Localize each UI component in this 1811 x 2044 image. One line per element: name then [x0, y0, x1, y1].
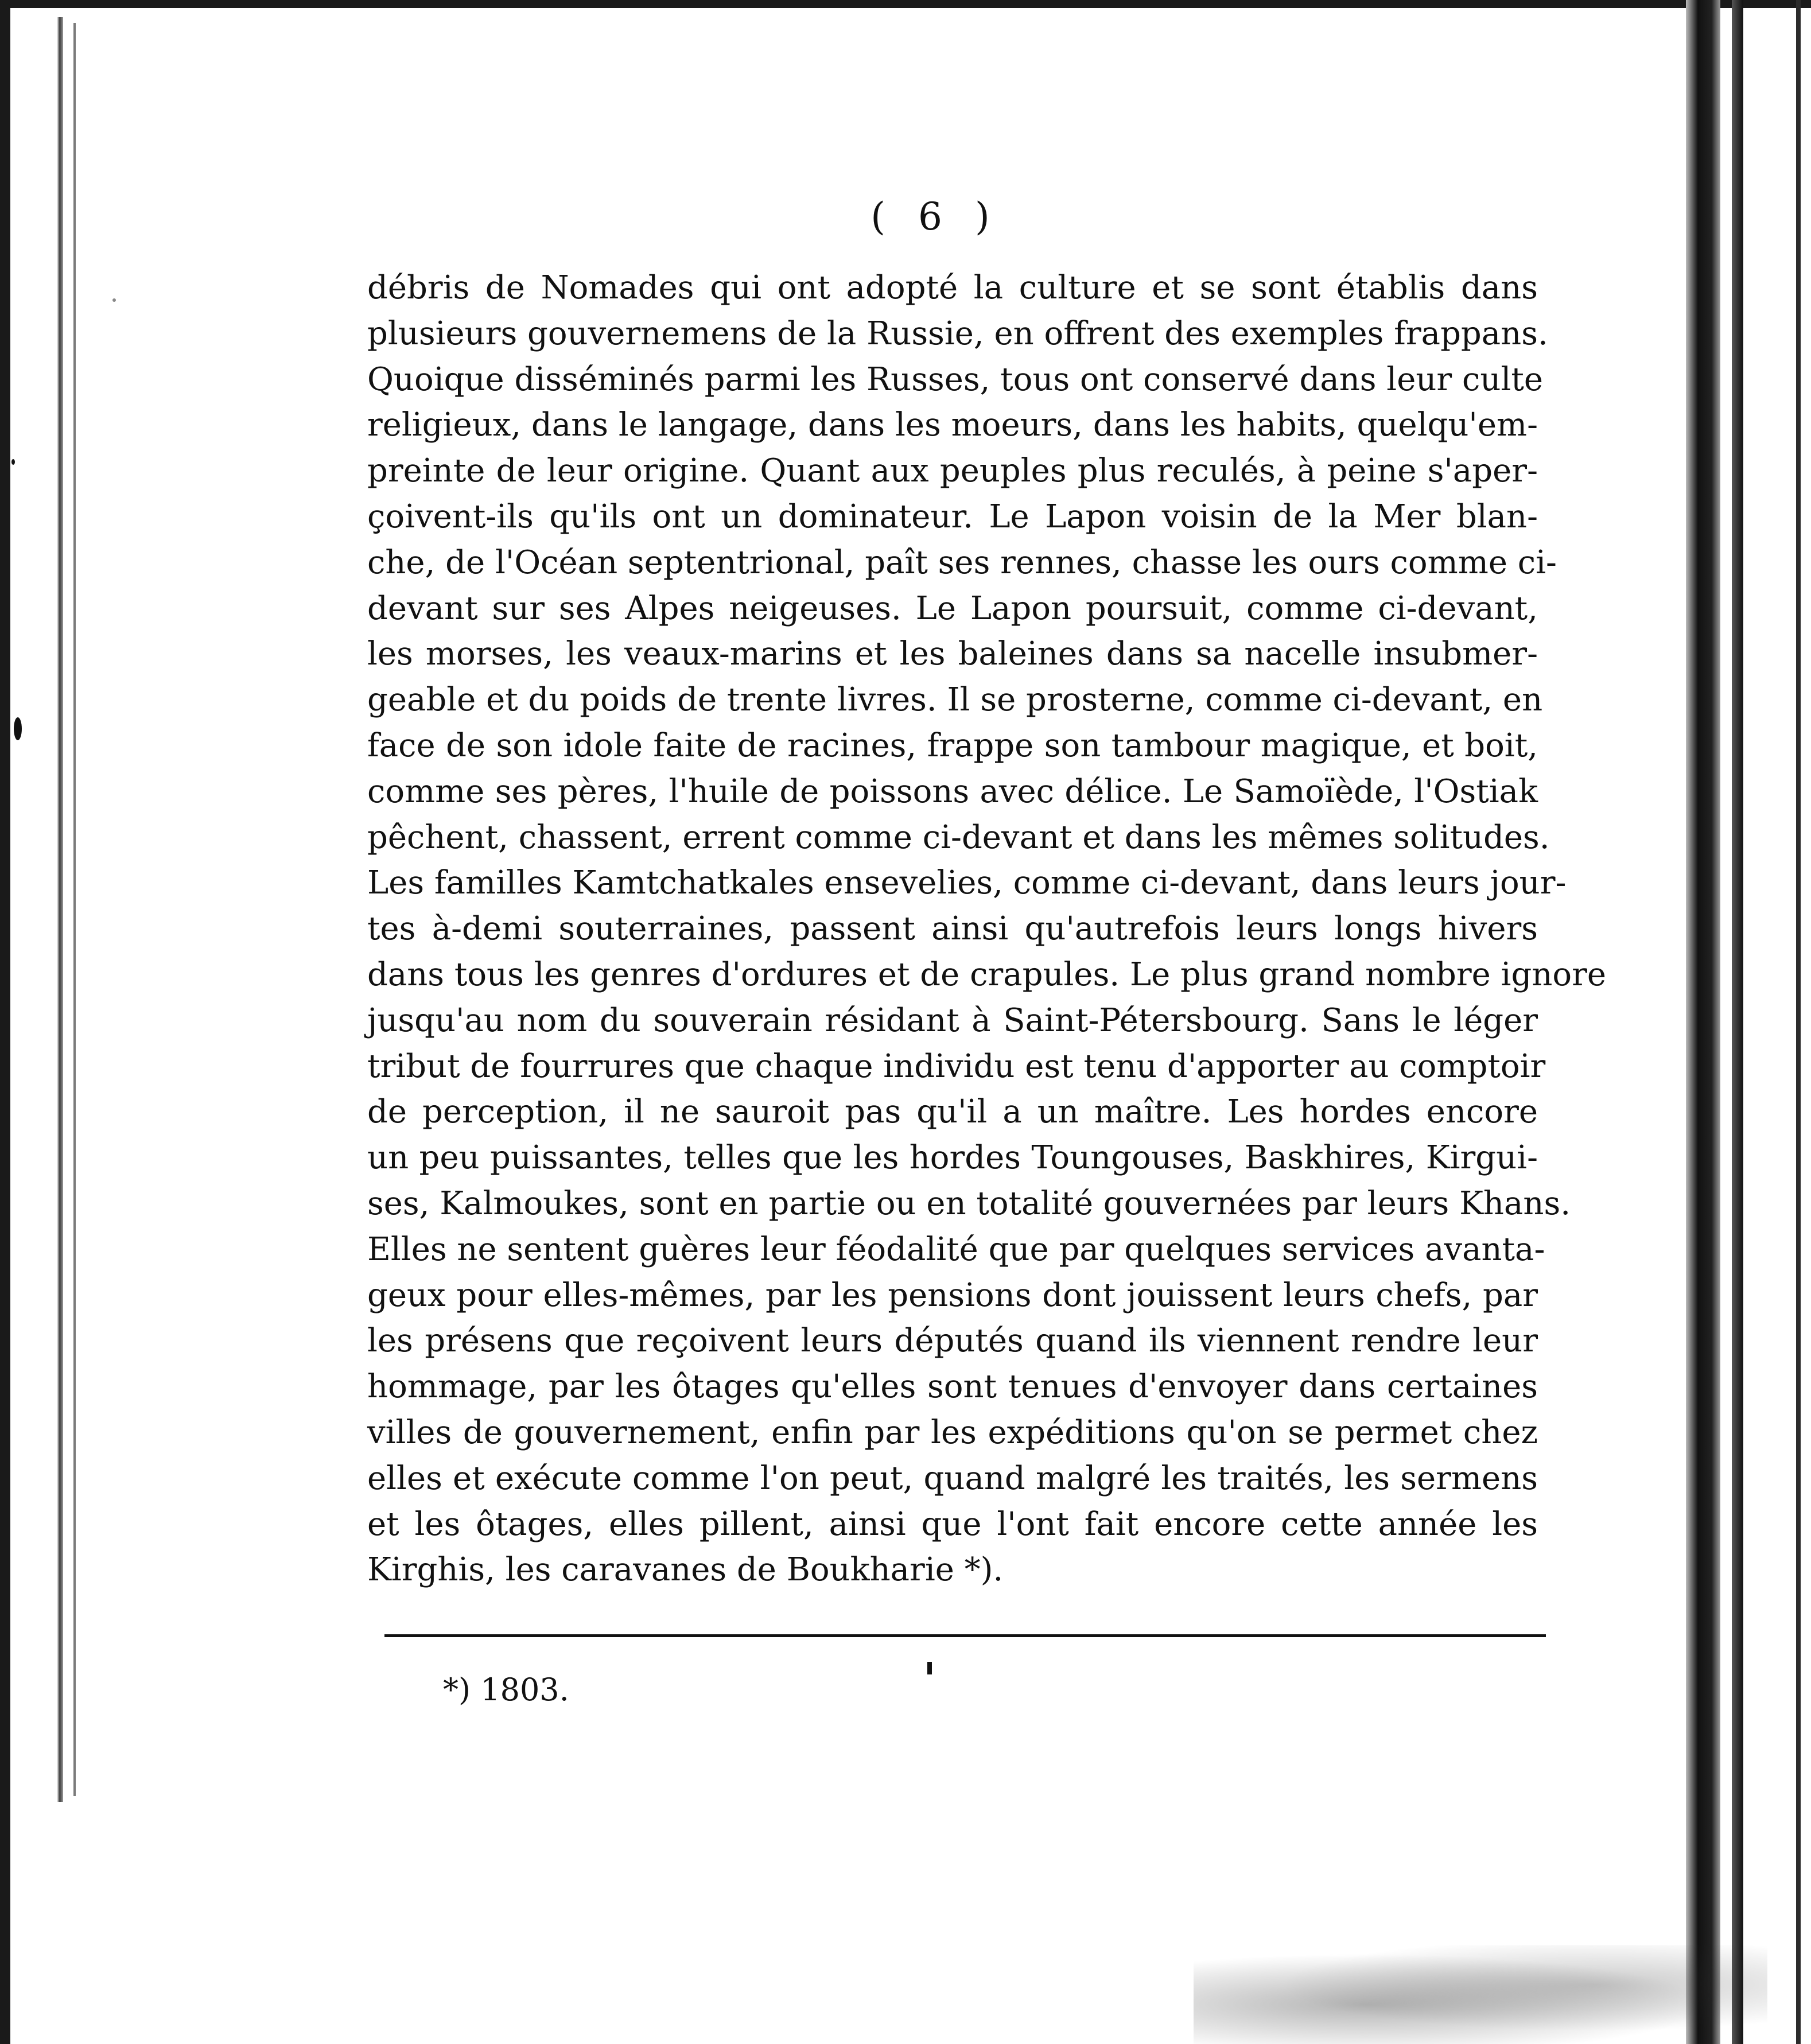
scan-bottom-noise	[1194, 1945, 1767, 2044]
text-line: geable et du poids de trente livres. Il se prosterne, comme ci-devant, en	[367, 681, 1543, 719]
scan-speck	[11, 459, 15, 465]
text-line: pêchent, chassent, errent comme ci-devant et dans les mêmes solitudes.	[367, 818, 1550, 856]
text-line: Kirghis, les caravanes de Boukharie *).	[367, 1551, 1004, 1589]
scan-right-border	[1796, 0, 1801, 2044]
text-line: face de son idole faite de racines, frappe son tambour magique, et boit,	[367, 726, 1538, 764]
text-line: de perception, il ne sauroit pas qu'il a un maître. Les hordes encore	[367, 1093, 1538, 1131]
scan-speck	[927, 1662, 932, 1674]
text-line: débris de Nomades qui ont adopté la culture et se sont établis dans	[367, 269, 1538, 306]
text-line: plusieurs gouvernemens de la Russie, en offrent des exemples frappans.	[367, 314, 1548, 352]
text-line: tes à-demi souterraines, passent ainsi qu'autrefois leurs longs hivers	[367, 910, 1538, 948]
book-binding-shadow	[1686, 0, 1720, 2044]
text-line: un peu puissantes, telles que les hordes Toungouses, Baskhires, Kirgui-	[367, 1139, 1538, 1177]
text-line: religieux, dans le langage, dans les moeurs, dans les habits, quelqu'em-	[367, 406, 1538, 444]
scan-speck	[14, 717, 22, 740]
scan-left-border	[0, 0, 10, 2044]
text-line: elles et exécute comme l'on peut, quand malgré les traités, les sermens	[367, 1459, 1538, 1497]
footnote: *) 1803.	[443, 1672, 569, 1708]
text-line: et les ôtages, elles pillent, ainsi que l'ont fait encore cette année les	[367, 1505, 1538, 1543]
text-line: Quoique disséminés parmi les Russes, tous ont conservé dans leur culte	[367, 360, 1543, 398]
text-line: tribut de fourrures que chaque individu est tenu d'apporter au comptoir	[367, 1047, 1546, 1085]
book-binding-gutter	[1732, 0, 1743, 2044]
text-line: comme ses pères, l'huile de poissons avec délice. Le Samoïède, l'Ostiak	[367, 772, 1538, 810]
scan-top-border	[0, 0, 1811, 8]
body-text	[367, 265, 1607, 1593]
text-line: ses, Kalmoukes, sont en partie ou en totalité gouvernées par leurs Khans.	[367, 1184, 1571, 1222]
text-line: hommage, par les ôtages qu'elles sont tenues d'envoyer dans certaines	[367, 1368, 1538, 1406]
page-left-edge-inner	[73, 23, 76, 1796]
text-line: Les familles Kamtchatkales ensevelies, comme ci-devant, dans leurs jour-	[367, 864, 1567, 902]
text-line: jusqu'au nom du souverain résidant à Saint-Pétersbourg. Sans le léger	[367, 1001, 1538, 1039]
text-line: geux pour elles-mêmes, par les pensions dont jouissent leurs chefs, par	[367, 1276, 1538, 1314]
text-line: les morses, les veaux-marins et les baleines dans sa nacelle insubmer-	[367, 635, 1538, 673]
text-line: les présens que reçoivent leurs députés quand ils viennent rendre leur	[367, 1322, 1538, 1360]
text-line: preinte de leur origine. Quant aux peuples plus reculés, à peine s'aper-	[367, 452, 1538, 490]
page-left-edge	[57, 17, 63, 1802]
text-line: devant sur ses Alpes neigeuses. Le Lapon poursuit, comme ci-devant,	[367, 589, 1538, 627]
text-line: villes de gouvernement, enfin par les expéditions qu'on se permet chez	[367, 1413, 1538, 1451]
scan-speck	[112, 298, 116, 302]
page-number: ( 6 )	[870, 195, 1000, 239]
footnote-divider	[384, 1634, 1546, 1637]
text-line: dans tous les genres d'ordures et de crapules. Le plus grand nombre ignore	[367, 955, 1607, 993]
text-line: çoivent-ils qu'ils ont un dominateur. Le Lapon voisin de la Mer blan-	[367, 498, 1538, 535]
text-line: che, de l'Océan septentrional, paît ses rennes, chasse les ours comme ci-	[367, 543, 1557, 581]
text-line: Elles ne sentent guères leur féodalité que par quelques services avanta-	[367, 1230, 1545, 1268]
